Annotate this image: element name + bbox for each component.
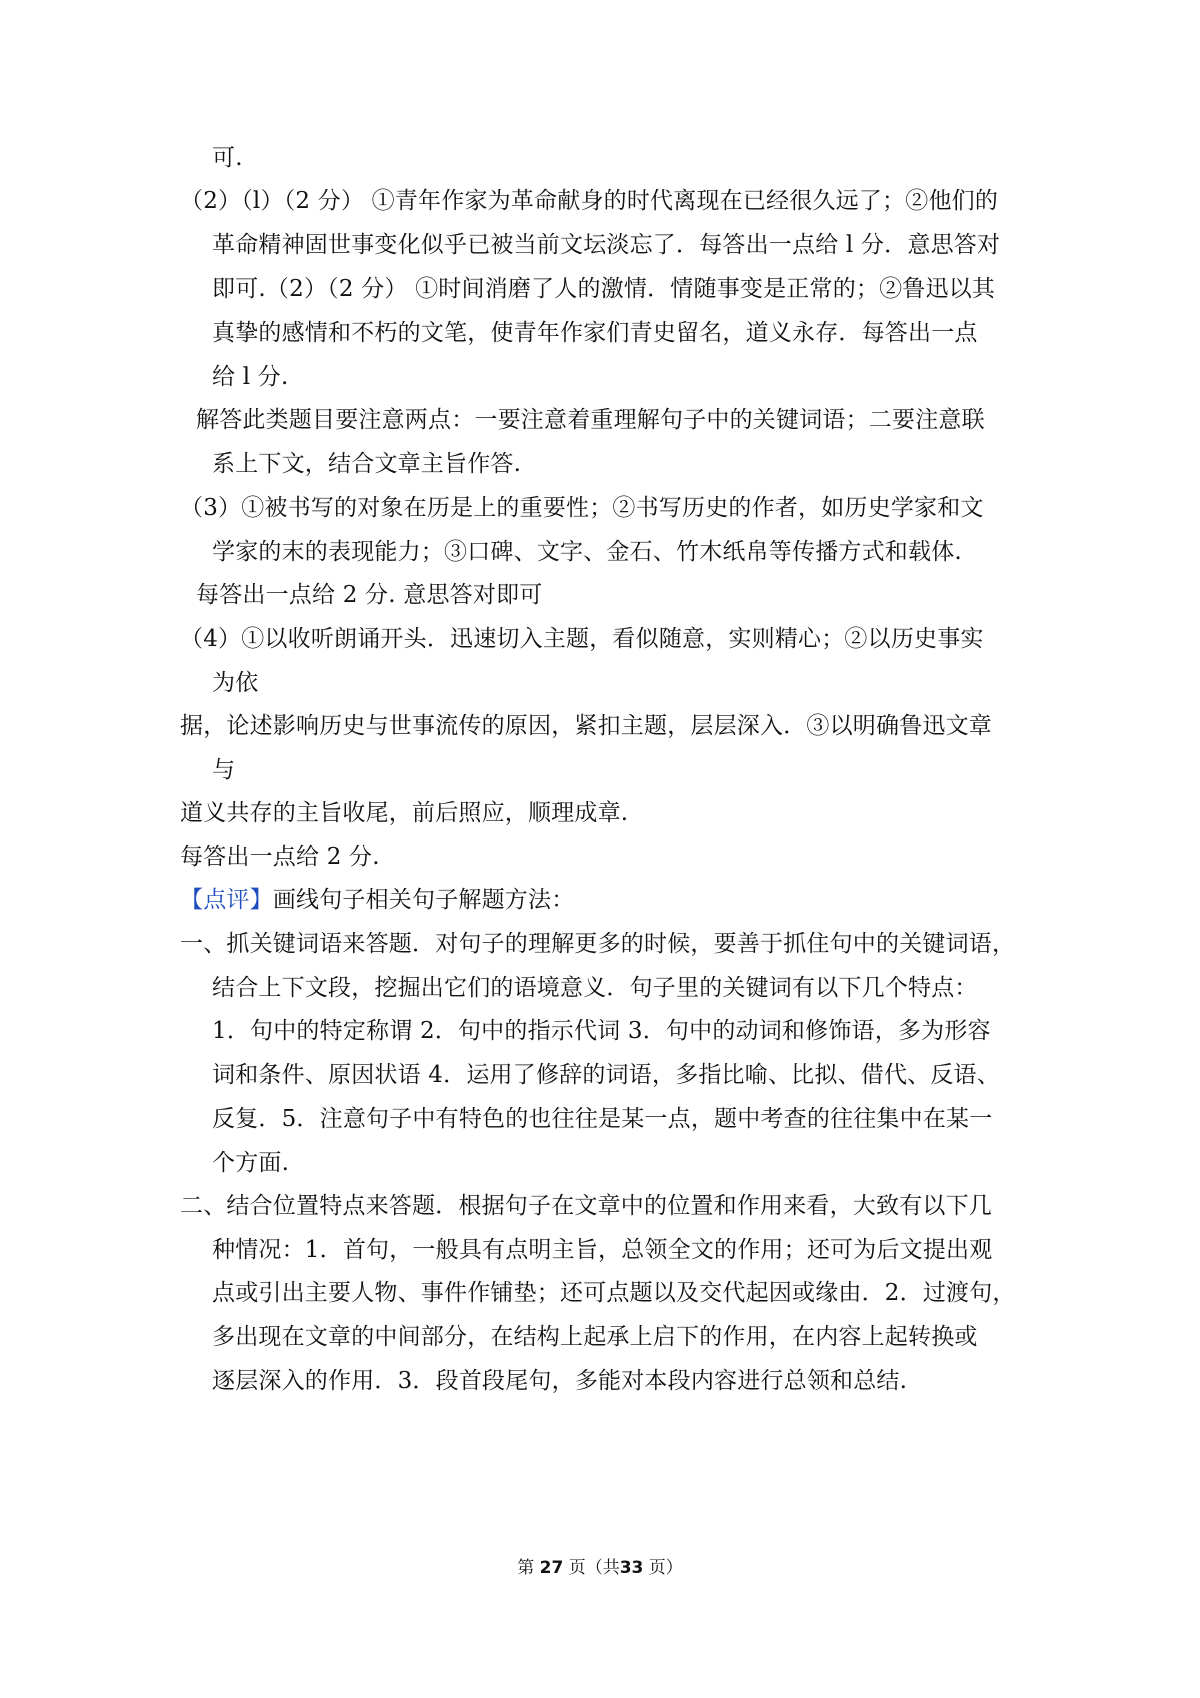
text-line: 给 l 分. — [212, 364, 289, 390]
text-line: 解答此类题目要注意两点：一要注意着重理解句子中的关键词语；二要注意联 — [196, 407, 985, 433]
text-line: 反复．5．注意句子中有特色的也往往是某一点，题中考查的往往集中在某一 — [212, 1106, 993, 1132]
comment-tag: 【点评】 — [180, 887, 273, 913]
text-line: （4）①以收听朗诵开头．迅速切入主题，看似随意，实则精心；②以历史事实 — [180, 626, 984, 652]
footer-suffix: 页） — [648, 1558, 683, 1578]
text-line: 一、抓关键词语来答题．对句子的理解更多的时候，要善于抓住句中的关键词语， — [180, 931, 1016, 957]
text-line: （3）①被书写的对象在历是上的重要性；②书写历史的作者，如历史学家和文 — [180, 495, 984, 521]
text-line: 即可.（2）（2 分） ①时间消磨了人的激情．情随事变是正常的；②鲁迅以其 — [212, 276, 996, 302]
text-line: 1．句中的特定称谓 2．句中的指示代词 3．句中的动词和修饰语，多为形容 — [212, 1018, 991, 1044]
text-line: 真挚的感情和不朽的文笔，使青年作家们青史留名，道义永存．每答出一点 — [212, 320, 978, 346]
text-line: 与 — [212, 757, 236, 783]
text-line: 逐层深入的作用．3．段首段尾句，多能对本段内容进行总领和总结. — [212, 1368, 908, 1394]
page-footer — [0, 1556, 1200, 1580]
text-line: 系上下文，结合文章主旨作答. — [212, 451, 522, 477]
text-line: 每答出一点给 2 分. — [180, 844, 380, 870]
text-line: 为依 — [212, 670, 259, 696]
text-line: 个方面. — [212, 1150, 290, 1176]
text-line: 二、结合位置特点来答题．根据句子在文章中的位置和作用来看，大致有以下几 — [180, 1193, 992, 1219]
text-line: 道义共存的主旨收尾，前后照应，顺理成章. — [180, 800, 629, 826]
comment-line — [180, 885, 574, 915]
text-line: （2）（l）（2 分） ①青年作家为革命献身的时代离现在已经很久远了；②他们的 — [180, 188, 999, 214]
footer-middle: 页（共 — [568, 1558, 620, 1578]
text-line: 点或引出主要人物、事件作铺垫；还可点题以及交代起因或缘由．2．过渡句， — [212, 1280, 1016, 1306]
comment-text: 画线句子相关句子解题方法： — [272, 887, 575, 913]
footer-prefix: 第 — [517, 1558, 535, 1578]
text-line: 每答出一点给 2 分. 意思答对即可 — [196, 582, 543, 608]
text-line: 学家的末的表现能力；③口碑、文字、金石、竹木纸帛等传播方式和载体. — [212, 539, 962, 565]
text-line: 种情况：1．首句，一般具有点明主旨，总领全文的作用；还可为后文提出观 — [212, 1237, 993, 1263]
text-line: 据，论述影响历史与世事流传的原因，紧扣主题，层层深入．③以明确鲁迅文章 — [180, 713, 992, 739]
footer-page-number: 27 — [539, 1558, 564, 1578]
footer-total-pages: 33 — [619, 1558, 644, 1578]
text-line: 词和条件、原因状语 4．运用了修辞的词语，多指比喻、比拟、借代、反语、 — [212, 1062, 1000, 1088]
text-line: 多出现在文章的中间部分，在结构上起承上启下的作用，在内容上起转换或 — [212, 1324, 978, 1350]
text-line: 结合上下文段，挖掘出它们的语境意义．句子里的关键词有以下几个特点： — [212, 975, 978, 1001]
text-line: 革命精神固世事变化似乎已被当前文坛淡忘了．每答出一点给 l 分．意思答对 — [212, 232, 1001, 258]
text-line: 可. — [212, 145, 243, 171]
